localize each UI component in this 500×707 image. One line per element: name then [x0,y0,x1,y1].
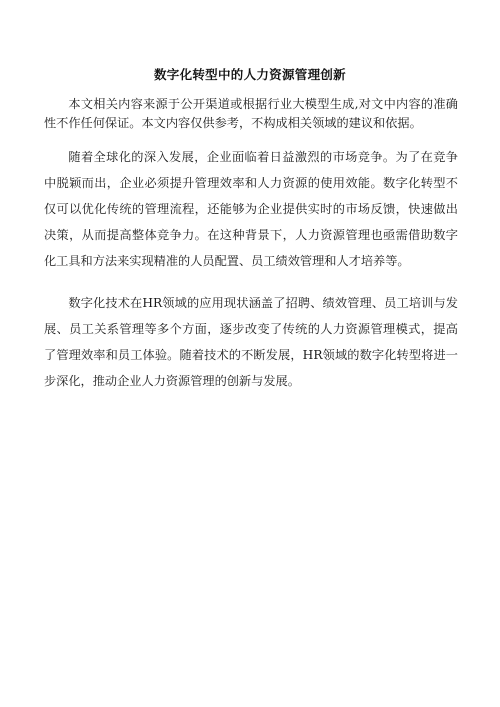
body-paragraph-2: 数字化技术在HR领域的应用现状涵盖了招聘、绩效管理、员工培训与发展、员工关系管理等多个方面，逐步改变了传统的人力资源管理模式，提高了管理效率和员工体验。随着技术的不断发展，HR领域的数字化转型将进一步深化，推动企业人力资源管理的创新与发展。 [44,296,458,388]
body-paragraph-1: 随着全球化的深入发展，企业面临着日益激烈的市场竞争。为了在竞争中脱颖而出，企业必须提升管理效率和人力资源的使用效能。数字化转型不仅可以优化传统的管理流程，还能够为企业提供实时的市场反馈，快速做出决策，从而提高整体竞争力。在这种背景下，人力资源管理也亟需借助数字化工具和方法来实现精准的人员配置、员工绩效管理和人才培养等。 [44,150,458,268]
disclaimer-paragraph: 本文相关内容来源于公开渠道或根据行业大模型生成,对文中内容的准确性不作任何保证。本文内容仅供参考，不构成相关领域的建议和依据。 [44,97,458,130]
document-title: 数字化转型中的人力资源管理创新 [153,67,346,82]
